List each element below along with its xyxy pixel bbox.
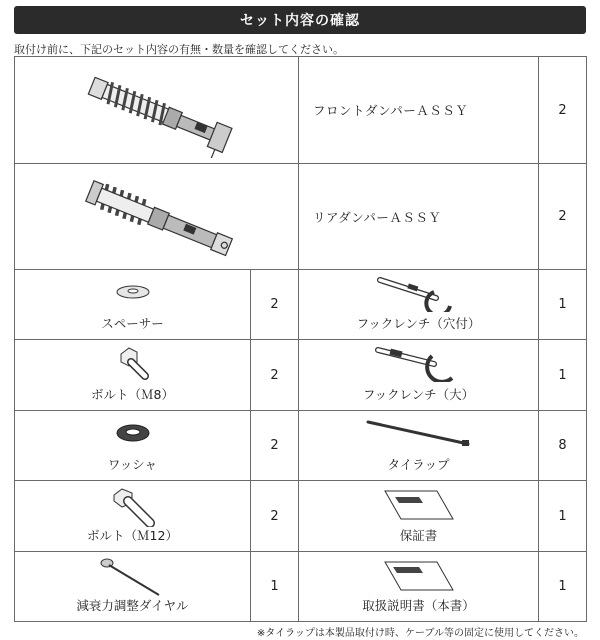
tie-wrap-label: タイラップ [387,457,450,472]
table-row [15,57,587,164]
hook-wrench-large-icon [374,342,464,382]
damping-dial-icon [93,555,173,599]
section-title: セット内容の確認 [14,6,586,34]
front-damper-image-cell [15,57,299,164]
front-damper-label: フロントダンパーＡＳＳＹ [313,103,469,118]
bolt-m12-label: ボルト（Ｍ12） [87,528,178,543]
front-damper-image [67,63,247,158]
manual-qty: 1 [558,579,567,594]
spacer-qty-cell [251,270,299,340]
warranty-icon [379,485,459,525]
hook-wrench-hole-qty: 1 [558,297,567,312]
tie-wrap-qty-cell [539,411,587,481]
rear-damper-label: リアダンパーＡＳＳＹ [313,209,442,225]
manual-qty-cell [539,552,587,622]
spacer-label: スペーサー [101,316,164,331]
damping-dial-qty: 1 [270,579,279,594]
washer-cell [15,411,251,481]
table-row [15,411,587,481]
footnote: ※タイラップは本製品取付け時、ケーブル等の固定に使用してください。 [256,628,584,639]
rear-damper-image [67,169,247,264]
bolt-m8-qty: 2 [270,367,279,383]
table-row [15,481,587,552]
rear-damper-qty-cell [539,164,587,270]
bolt-m12-qty: 2 [270,508,279,524]
manual-label: 取扱説明書（本書） [362,598,475,613]
front-damper-qty-cell [539,57,587,164]
bolt-m12-icon [110,485,156,527]
hook-wrench-hole-label: フックレンチ（穴付） [356,316,481,331]
rear-damper-image-cell [15,164,299,270]
hook-wrench-hole-cell [299,270,539,340]
bolt-m8-cell [15,340,251,411]
spacer-qty: 2 [270,297,279,312]
warranty-cell [299,481,539,552]
spacer-cell [15,270,251,340]
washer-qty-cell [251,411,299,481]
manual-icon [379,556,459,596]
instruction-text: 取付け前に、下記のセット内容の有無・数量を確認してください。 [14,43,344,56]
damping-dial-qty-cell [251,552,299,622]
hook-wrench-large-qty-cell [539,340,587,411]
damping-dial-label: 減衰力調整ダイヤル [76,598,189,613]
warranty-label: 保証書 [399,528,438,543]
table-row [15,270,587,340]
table-row [15,552,587,622]
bolt-m8-qty-cell [251,340,299,411]
hook-wrench-hole-qty-cell [539,270,587,340]
bolt-m8-label: ボルト（Ｍ8） [91,387,174,402]
tie-wrap-icon [364,418,474,448]
hook-wrench-large-cell [299,340,539,411]
manual-cell [299,552,539,622]
washer-label: ワッシャ [107,457,158,472]
tie-wrap-qty: 8 [558,438,567,453]
washer-qty: 2 [270,438,279,453]
damping-dial-cell [15,552,251,622]
warranty-qty-cell [539,481,587,552]
spacer-icon [113,280,153,304]
table-row [15,164,587,270]
rear-damper-qty: 2 [558,209,567,224]
tie-wrap-cell [299,411,539,481]
rear-damper-label-cell [299,164,539,270]
bolt-m12-cell [15,481,251,552]
hook-wrench-large-qty: 1 [558,367,567,383]
warranty-qty: 1 [558,508,567,524]
washer-icon [113,420,153,446]
bolt-m12-qty-cell [251,481,299,552]
table-row [15,340,587,411]
hook-wrench-large-label: フックレンチ（大） [362,387,475,402]
front-damper-qty: 2 [558,102,567,118]
bolt-m8-icon [115,344,151,380]
front-damper-label-cell [299,57,539,164]
contents-table [14,56,587,622]
hook-wrench-hole-icon [374,272,464,312]
